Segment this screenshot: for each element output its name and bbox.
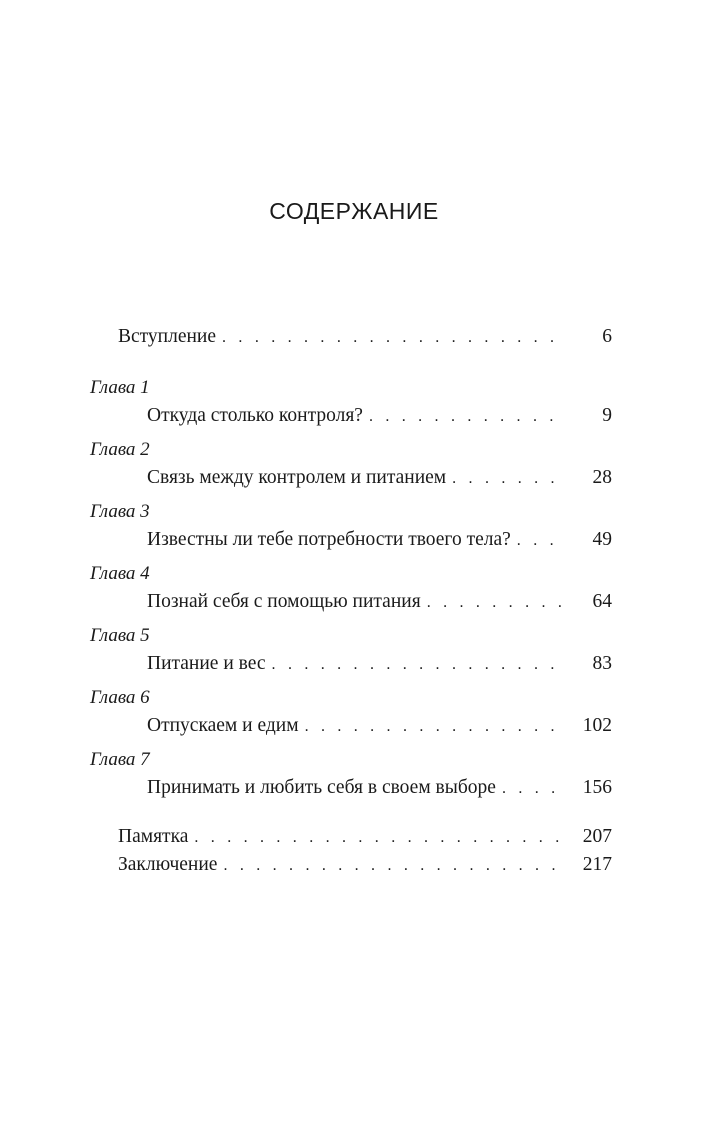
chapter-label: Глава 1: [90, 377, 150, 398]
toc-entry-chapter-5[interactable]: [147, 651, 612, 677]
chapter-label: Глава 7: [90, 749, 150, 770]
dot-leader: [452, 466, 564, 491]
dot-leader: [427, 590, 564, 615]
toc-page-number: 207: [582, 826, 612, 847]
toc-page-number: 6: [602, 326, 612, 347]
chapter-label: Глава 6: [90, 687, 150, 708]
toc-entry-title: Заключение: [118, 854, 218, 875]
dot-leader: [194, 825, 564, 850]
toc-entry-title: Познай себя с помощью питания: [147, 591, 421, 612]
toc-page-number: 156: [582, 777, 612, 798]
toc-entry-title: Памятка: [118, 826, 189, 847]
toc-page-number: 217: [582, 854, 612, 875]
dot-leader: [502, 776, 564, 801]
dot-leader: [369, 404, 564, 429]
toc-page-number: 102: [582, 715, 612, 736]
toc-entry-chapter-3[interactable]: [147, 527, 612, 553]
toc-entry-chapter-6[interactable]: [147, 713, 612, 739]
toc-entry-chapter-4[interactable]: [147, 589, 612, 615]
toc-entry-title: Откуда столько контроля?: [147, 405, 363, 426]
toc-entry-chapter-7[interactable]: [147, 775, 612, 801]
toc-entry-memo[interactable]: [118, 824, 612, 850]
dot-leader: [305, 714, 564, 739]
toc-entry-title: Питание и вес: [147, 653, 266, 674]
toc-page-number: 83: [592, 653, 612, 674]
toc-entry-intro[interactable]: [118, 324, 612, 350]
toc-entry-title: Отпускаем и едим: [147, 715, 299, 736]
dot-leader: [223, 853, 564, 878]
toc-page-number: 49: [592, 529, 612, 550]
toc-entry-title: Принимать и любить себя в своем выборе: [147, 777, 496, 798]
chapter-label: Глава 5: [90, 625, 150, 646]
toc-entry-title: Вступление: [118, 326, 217, 347]
toc-entry-chapter-1[interactable]: [147, 403, 612, 429]
dot-leader: [517, 528, 564, 553]
dot-leader: [272, 652, 564, 677]
toc-entry-chapter-2[interactable]: [147, 465, 612, 491]
chapter-label: Глава 2: [90, 439, 150, 460]
chapter-label: Глава 3: [90, 501, 150, 522]
page-title: СОДЕРЖАНИЕ: [269, 198, 439, 224]
toc-entry-title: Известны ли тебе потребности твоего тела?: [147, 529, 511, 550]
dot-leader: [222, 325, 564, 350]
toc-page-number: 28: [592, 467, 612, 488]
toc-page-number: 9: [602, 405, 612, 426]
toc-entry-conclusion[interactable]: [118, 852, 612, 878]
toc-page-number: 64: [592, 591, 612, 612]
toc-entry-title: Связь между контролем и питанием: [147, 467, 447, 488]
chapter-label: Глава 4: [90, 563, 150, 584]
